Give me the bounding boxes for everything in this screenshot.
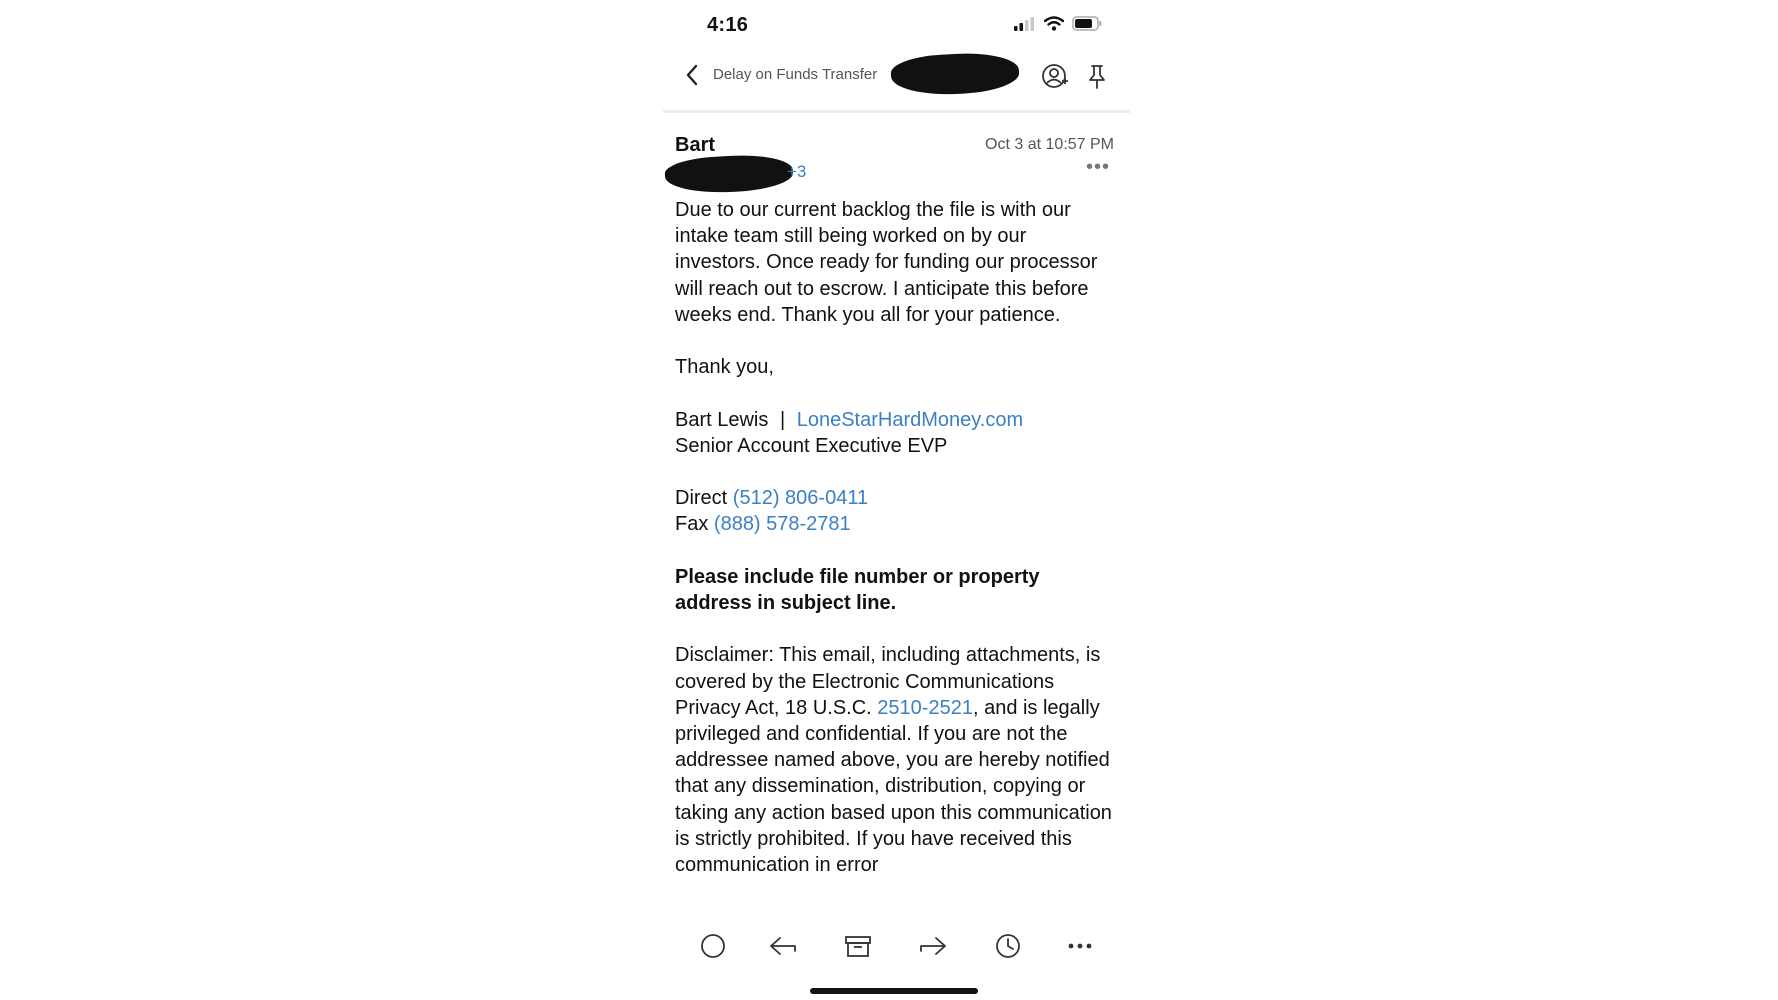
bottom-toolbar <box>663 925 1130 965</box>
home-indicator[interactable] <box>810 988 978 994</box>
status-icons <box>1014 16 1102 31</box>
battery-icon <box>1072 16 1102 31</box>
header-divider <box>663 110 1130 113</box>
signature <box>675 407 1115 459</box>
direct-phone-link[interactable]: (512) 806-0411 <box>732 487 869 510</box>
back-chevron-icon[interactable] <box>681 62 705 88</box>
signature-separator: | <box>779 408 786 431</box>
disclaimer <box>675 642 1115 878</box>
usc-section-link[interactable]: 2510-2521 <box>877 696 973 719</box>
pin-icon[interactable] <box>1083 62 1111 90</box>
snooze-icon[interactable] <box>993 931 1023 961</box>
nav-bar <box>663 52 1130 98</box>
email-subject: Delay on Funds Transfer <box>713 66 878 83</box>
message-more-icon[interactable]: ••• <box>1085 156 1110 178</box>
reply-icon[interactable] <box>768 931 798 961</box>
cellular-signal-icon <box>1014 17 1036 31</box>
contact-numbers <box>675 485 1115 537</box>
fax-phone-link[interactable]: (888) 578-2781 <box>713 513 851 536</box>
phone-screen <box>663 0 1130 1000</box>
signature-title: Senior Account Executive EVP <box>675 434 948 457</box>
more-recipients[interactable]: +3 <box>787 162 807 181</box>
forward-icon[interactable] <box>918 931 948 961</box>
subject-line-notice: Please include file number or property address in subject line. <box>675 565 1040 614</box>
sender-name[interactable]: Bart <box>675 134 716 156</box>
disclaimer-text-continued: , and is legally privileged and confidential. If you are not the addressee named above, you are hereby notified that any dissemination, distribution, copying or taking any action based upon this communication is strictly prohibited. If you have received this communication in error <box>675 696 1112 876</box>
recipients-redaction <box>664 153 794 196</box>
message-body <box>675 197 1115 917</box>
website-link[interactable]: LoneStarHardMoney.com <box>796 408 1024 431</box>
signature-name: Bart Lewis <box>675 408 769 431</box>
fax-label: Fax <box>675 513 709 536</box>
wifi-icon <box>1044 16 1064 31</box>
more-icon[interactable] <box>1065 931 1095 961</box>
archive-icon[interactable] <box>843 931 873 961</box>
message-date: Oct 3 at 10:57 PM <box>985 136 1114 153</box>
mark-unread-icon[interactable] <box>698 931 728 961</box>
disclaimer-text: Disclaimer: This email, including attachments, is covered by the Electronic Communications Privacy Act, 18 U.S.C. <box>675 644 1101 719</box>
add-contact-icon[interactable] <box>1041 62 1069 90</box>
body-paragraph: Due to our current backlog the file is with our intake team still being worked on by our investors. Once ready for funding our processor will reach out to escrow. I anticipate this before weeks end. Thank you all for your patience. <box>675 199 1098 326</box>
status-time: 4:16 <box>707 14 749 36</box>
body-paragraph: Thank you, <box>675 356 774 379</box>
direct-label: Direct <box>675 487 728 510</box>
redaction-mark <box>890 51 1020 98</box>
